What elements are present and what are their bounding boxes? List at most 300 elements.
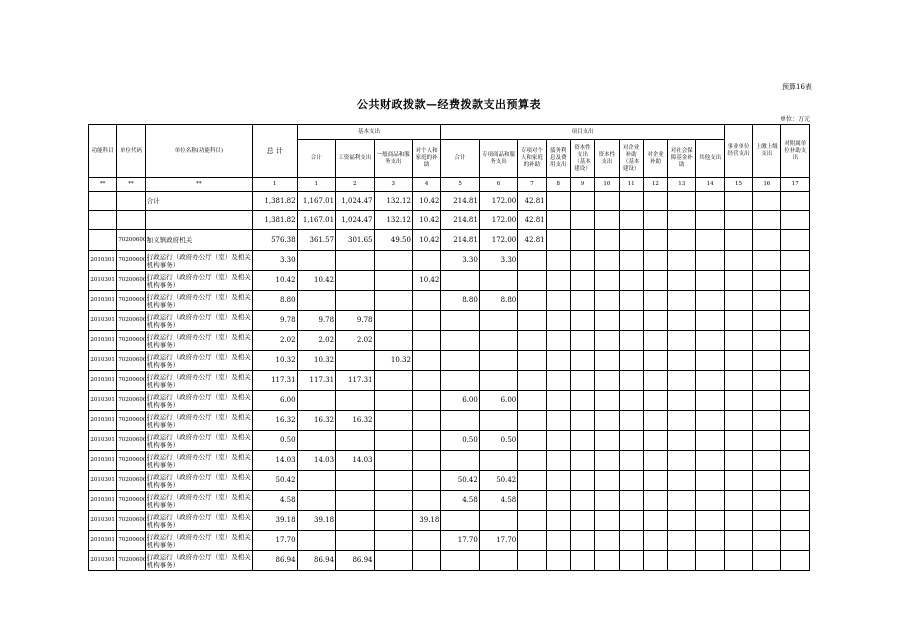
- project-personal-cell: [518, 391, 546, 411]
- empty-cell: [619, 451, 643, 471]
- basic-total-cell: [297, 471, 335, 491]
- empty-cell: [619, 551, 643, 571]
- empty-cell: [570, 311, 594, 331]
- empty-cell: [781, 271, 810, 291]
- project-goods-cell: 17.70: [479, 531, 517, 551]
- header-index-13: 10: [595, 178, 619, 192]
- basic-personal-cell: [412, 351, 440, 371]
- basic-wage-cell: [336, 531, 374, 551]
- empty-cell: [724, 451, 752, 471]
- empty-cell: [724, 211, 752, 230]
- total-cell: 10.32: [253, 351, 298, 371]
- project-personal-cell: [518, 291, 546, 311]
- unit-name-cell: 行政运行（政府办公厅（室）及相关机构事务）: [146, 292, 251, 309]
- basic-wage-cell: [336, 471, 374, 491]
- basic-goods-cell: [374, 251, 412, 271]
- empty-cell: [668, 451, 696, 471]
- empty-cell: [696, 491, 724, 511]
- basic-personal-cell: [412, 371, 440, 391]
- empty-cell: [643, 531, 667, 551]
- unit-code-cell: 702006001: [117, 271, 145, 291]
- project-personal-cell: [518, 471, 546, 491]
- empty-cell: [595, 371, 619, 391]
- empty-cell: [570, 331, 594, 351]
- basic-goods-cell: 49.50: [374, 230, 412, 251]
- empty-cell: [546, 331, 570, 351]
- empty-cell: [724, 551, 752, 571]
- basic-goods-cell: [374, 431, 412, 451]
- empty-cell: [668, 211, 696, 230]
- unit-name-cell: 加义镇政府机关: [145, 230, 252, 251]
- empty-cell: [619, 531, 643, 551]
- basic-total-cell: 16.32: [297, 411, 335, 431]
- header-index-2: **: [145, 178, 252, 192]
- func-code-cell: 2010301: [89, 491, 117, 511]
- basic-goods-cell: [374, 291, 412, 311]
- header-index-14: 11: [619, 178, 643, 192]
- project-total-cell: [441, 451, 479, 471]
- empty-cell: [619, 351, 643, 371]
- unit-code-cell: 702006001: [117, 451, 145, 471]
- func-code-cell: 2010301: [89, 251, 117, 271]
- basic-personal-cell: [412, 431, 440, 451]
- empty-cell: [643, 411, 667, 431]
- basic-total-cell: 10.32: [297, 351, 335, 371]
- unit-name-cell: 行政运行（政府办公厅（室）及相关机构事务）: [146, 472, 251, 489]
- total-cell: 576.38: [253, 230, 298, 251]
- project-total-cell: [441, 311, 479, 331]
- basic-goods-cell: [374, 271, 412, 291]
- empty-cell: [724, 351, 752, 371]
- empty-cell: [696, 251, 724, 271]
- empty-cell: [546, 551, 570, 571]
- empty-cell: [724, 230, 752, 251]
- project-total-cell: [441, 511, 479, 531]
- empty-cell: [643, 230, 667, 251]
- table-row: [89, 451, 810, 471]
- func-code-cell: 2010301: [89, 391, 117, 411]
- empty-cell: [696, 531, 724, 551]
- empty-cell: [753, 411, 781, 431]
- empty-cell: [668, 192, 696, 211]
- total-cell: 0.50: [253, 431, 298, 451]
- project-goods-cell: 0.50: [479, 431, 517, 451]
- empty-cell: [696, 291, 724, 311]
- unit-code-cell: 702006001: [117, 431, 145, 451]
- unit-code-cell: [117, 211, 145, 230]
- empty-cell: [570, 211, 594, 230]
- empty-cell: [546, 431, 570, 451]
- empty-cell: [595, 431, 619, 451]
- empty-cell: [753, 391, 781, 411]
- empty-cell: [781, 291, 810, 311]
- header-project-col-1: 专项商品和服务支出: [479, 140, 517, 178]
- project-goods-cell: [479, 411, 517, 431]
- header-basic: 基本支出: [297, 125, 441, 140]
- basic-goods-cell: [374, 551, 412, 571]
- basic-wage-cell: 16.32: [336, 411, 374, 431]
- basic-goods-cell: 132.12: [374, 211, 412, 230]
- unit-code-cell: 702006001: [117, 531, 145, 551]
- basic-total-cell: 2.02: [297, 331, 335, 351]
- total-cell: 86.94: [253, 551, 298, 571]
- budget-table: [88, 124, 810, 571]
- empty-cell: [668, 551, 696, 571]
- table-row: [89, 411, 810, 431]
- unit-name-cell: 行政运行（政府办公厅（室）及相关机构事务）: [146, 272, 251, 289]
- empty-cell: [570, 471, 594, 491]
- empty-cell: [724, 371, 752, 391]
- project-personal-cell: [518, 491, 546, 511]
- empty-cell: [668, 291, 696, 311]
- func-code-cell: 2010301: [89, 351, 117, 371]
- empty-cell: [781, 531, 810, 551]
- header-total: 总 计: [253, 125, 298, 178]
- empty-cell: [595, 551, 619, 571]
- empty-cell: [781, 351, 810, 371]
- empty-cell: [595, 331, 619, 351]
- empty-cell: [781, 391, 810, 411]
- basic-personal-cell: 10.42: [412, 192, 440, 211]
- project-goods-cell: 172.00: [479, 192, 517, 211]
- project-goods-cell: [479, 551, 517, 571]
- empty-cell: [595, 391, 619, 411]
- basic-total-cell: [297, 491, 335, 511]
- empty-cell: [753, 331, 781, 351]
- empty-cell: [668, 230, 696, 251]
- basic-personal-cell: 39.18: [412, 511, 440, 531]
- header-index-15: 12: [643, 178, 667, 192]
- empty-cell: [619, 211, 643, 230]
- header-index-4: 1: [297, 178, 335, 192]
- basic-personal-cell: [412, 311, 440, 331]
- header-index-11: 8: [546, 178, 570, 192]
- empty-cell: [643, 431, 667, 451]
- empty-cell: [546, 192, 570, 211]
- empty-cell: [595, 311, 619, 331]
- total-cell: 8.80: [253, 291, 298, 311]
- header-index-16: 13: [668, 178, 696, 192]
- header-index-8: 5: [441, 178, 479, 192]
- basic-total-cell: 1,167.01: [297, 211, 335, 230]
- header-project-col-2: 专项对个人和家庭的补助: [518, 140, 546, 178]
- project-total-cell: [441, 331, 479, 351]
- empty-cell: [781, 230, 810, 251]
- basic-goods-cell: 10.32: [374, 351, 412, 371]
- empty-cell: [643, 192, 667, 211]
- header-index-10: 7: [518, 178, 546, 192]
- unit-code-cell: 702006001: [117, 471, 145, 491]
- empty-cell: [643, 251, 667, 271]
- basic-personal-cell: [412, 551, 440, 571]
- basic-goods-cell: [374, 371, 412, 391]
- project-goods-cell: 3.30: [479, 251, 517, 271]
- func-code-cell: 2010301: [89, 311, 117, 331]
- unit-code-cell: 702006001: [117, 331, 145, 351]
- project-personal-cell: 42.81: [518, 192, 546, 211]
- unit-code-cell: 702006001: [117, 351, 145, 371]
- unit-name-cell: 行政运行（政府办公厅（室）及相关机构事务）: [146, 332, 251, 349]
- empty-cell: [570, 291, 594, 311]
- empty-cell: [570, 511, 594, 531]
- unit-code-cell: [117, 192, 145, 211]
- project-personal-cell: [518, 251, 546, 271]
- basic-goods-cell: [374, 311, 412, 331]
- basic-goods-cell: [374, 411, 412, 431]
- project-personal-cell: 42.81: [518, 230, 546, 251]
- project-total-cell: 214.81: [441, 211, 479, 230]
- empty-cell: [570, 371, 594, 391]
- func-code-cell: [89, 192, 117, 211]
- empty-cell: [546, 291, 570, 311]
- empty-cell: [595, 230, 619, 251]
- basic-wage-cell: [336, 511, 374, 531]
- empty-cell: [570, 531, 594, 551]
- basic-personal-cell: 10.42: [412, 230, 440, 251]
- total-cell: 16.32: [253, 411, 298, 431]
- basic-total-cell: 117.31: [297, 371, 335, 391]
- empty-cell: [668, 311, 696, 331]
- project-goods-cell: [479, 271, 517, 291]
- empty-cell: [643, 391, 667, 411]
- project-goods-cell: [479, 331, 517, 351]
- empty-cell: [619, 491, 643, 511]
- func-code-cell: 2010301: [89, 291, 117, 311]
- empty-cell: [643, 491, 667, 511]
- empty-cell: [724, 491, 752, 511]
- empty-cell: [696, 371, 724, 391]
- header-index-7: 4: [412, 178, 440, 192]
- unit-code-cell: 702006001: [117, 551, 145, 571]
- project-goods-cell: 172.00: [479, 211, 517, 230]
- project-goods-cell: 50.42: [479, 471, 517, 491]
- empty-cell: [570, 491, 594, 511]
- basic-personal-cell: [412, 251, 440, 271]
- empty-cell: [546, 531, 570, 551]
- basic-total-cell: 1,167.01: [297, 192, 335, 211]
- project-personal-cell: [518, 371, 546, 391]
- empty-cell: [643, 511, 667, 531]
- basic-personal-cell: [412, 391, 440, 411]
- project-goods-cell: 4.58: [479, 491, 517, 511]
- header-unit-code: 单位代码: [117, 125, 145, 178]
- header-project-col-5: 资本性支出: [595, 140, 619, 178]
- func-code-cell: 2010301: [89, 271, 117, 291]
- basic-total-cell: [297, 251, 335, 271]
- basic-wage-cell: [336, 351, 374, 371]
- empty-cell: [595, 192, 619, 211]
- empty-cell: [724, 271, 752, 291]
- empty-cell: [781, 251, 810, 271]
- project-goods-cell: [479, 371, 517, 391]
- empty-cell: [781, 431, 810, 451]
- unit-code-cell: 702006001: [117, 511, 145, 531]
- header-index-0: **: [89, 178, 117, 192]
- total-cell: 3.30: [253, 251, 298, 271]
- empty-cell: [753, 351, 781, 371]
- empty-cell: [753, 491, 781, 511]
- empty-cell: [570, 271, 594, 291]
- basic-total-cell: 86.94: [297, 551, 335, 571]
- project-personal-cell: [518, 351, 546, 371]
- total-cell: 6.00: [253, 391, 298, 411]
- basic-wage-cell: [336, 391, 374, 411]
- table-row: [89, 331, 810, 351]
- empty-cell: [570, 551, 594, 571]
- basic-goods-cell: [374, 531, 412, 551]
- basic-personal-cell: [412, 451, 440, 471]
- func-code-cell: 2010301: [89, 331, 117, 351]
- total-cell: 50.42: [253, 471, 298, 491]
- empty-cell: [668, 471, 696, 491]
- project-total-cell: 50.42: [441, 471, 479, 491]
- empty-cell: [696, 451, 724, 471]
- empty-cell: [619, 230, 643, 251]
- basic-total-cell: [297, 291, 335, 311]
- basic-goods-cell: [374, 451, 412, 471]
- func-code-cell: 2010301: [89, 411, 117, 431]
- header-index-5: 2: [336, 178, 374, 192]
- empty-cell: [696, 211, 724, 230]
- empty-cell: [753, 551, 781, 571]
- project-personal-cell: [518, 451, 546, 471]
- empty-cell: [753, 192, 781, 211]
- empty-cell: [753, 371, 781, 391]
- unit-name-cell: 行政运行（政府办公厅（室）及相关机构事务）: [146, 312, 251, 329]
- basic-personal-cell: 10.42: [412, 211, 440, 230]
- header-project-col-8: 对社会保障基金补助: [668, 140, 696, 178]
- empty-cell: [643, 351, 667, 371]
- table-row: [89, 192, 810, 211]
- empty-cell: [643, 451, 667, 471]
- basic-wage-cell: [336, 431, 374, 451]
- empty-cell: [643, 211, 667, 230]
- empty-cell: [668, 371, 696, 391]
- header-upper: 上缴上级支出: [753, 125, 781, 178]
- func-code-cell: [89, 211, 117, 230]
- project-personal-cell: 42.81: [518, 211, 546, 230]
- header-project: 项目支出: [441, 125, 724, 140]
- empty-cell: [595, 251, 619, 271]
- func-code-cell: 2010301: [89, 531, 117, 551]
- table-row: [89, 391, 810, 411]
- project-total-cell: 6.00: [441, 391, 479, 411]
- project-total-cell: 214.81: [441, 230, 479, 251]
- empty-cell: [724, 291, 752, 311]
- empty-cell: [546, 211, 570, 230]
- total-cell: 1,381.82: [253, 192, 298, 211]
- unit-name-cell: 行政运行（政府办公厅（室）及相关机构事务）: [146, 392, 251, 409]
- total-cell: 39.18: [253, 511, 298, 531]
- unit-code-cell: 702006001: [117, 291, 145, 311]
- empty-cell: [753, 531, 781, 551]
- basic-total-cell: 14.03: [297, 451, 335, 471]
- project-total-cell: [441, 351, 479, 371]
- header-index-9: 6: [479, 178, 517, 192]
- empty-cell: [696, 471, 724, 491]
- empty-cell: [668, 531, 696, 551]
- header-index-3: 1: [253, 178, 298, 192]
- empty-cell: [668, 271, 696, 291]
- header-index-17: 14: [696, 178, 724, 192]
- header-basic-col-2: 一般商品和服务支出: [374, 140, 412, 178]
- basic-goods-cell: 132.12: [374, 192, 412, 211]
- empty-cell: [619, 511, 643, 531]
- empty-cell: [546, 371, 570, 391]
- empty-cell: [546, 251, 570, 271]
- basic-wage-cell: [336, 491, 374, 511]
- empty-cell: [546, 511, 570, 531]
- empty-cell: [696, 391, 724, 411]
- basic-total-cell: [297, 431, 335, 451]
- project-personal-cell: [518, 431, 546, 451]
- empty-cell: [570, 411, 594, 431]
- empty-cell: [781, 311, 810, 331]
- empty-cell: [781, 411, 810, 431]
- unit-name-cell: 行政运行（政府办公厅（室）及相关机构事务）: [146, 432, 251, 449]
- basic-wage-cell: 14.03: [336, 451, 374, 471]
- empty-cell: [619, 291, 643, 311]
- empty-cell: [619, 251, 643, 271]
- basic-goods-cell: [374, 511, 412, 531]
- header-operating: 事业单位经营支出: [724, 125, 752, 178]
- project-total-cell: [441, 411, 479, 431]
- basic-wage-cell: [336, 291, 374, 311]
- func-code-cell: 2010301: [89, 371, 117, 391]
- empty-cell: [595, 211, 619, 230]
- unit-name-cell: 行政运行（政府办公厅（室）及相关机构事务）: [146, 452, 251, 469]
- basic-goods-cell: [374, 471, 412, 491]
- total-cell: 9.78: [253, 311, 298, 331]
- total-cell: 117.31: [253, 371, 298, 391]
- basic-personal-cell: [412, 291, 440, 311]
- empty-cell: [570, 230, 594, 251]
- unit-name-cell: 行政运行（政府办公厅（室）及相关机构事务）: [146, 352, 251, 369]
- project-personal-cell: [518, 331, 546, 351]
- empty-cell: [753, 251, 781, 271]
- total-cell: 2.02: [253, 331, 298, 351]
- empty-cell: [570, 192, 594, 211]
- unit-name-cell: 行政运行（政府办公厅（室）及相关机构事务）: [146, 412, 251, 429]
- empty-cell: [781, 511, 810, 531]
- project-total-cell: [441, 271, 479, 291]
- basic-wage-cell: 86.94: [336, 551, 374, 571]
- header-index-18: 15: [724, 178, 752, 192]
- project-total-cell: 214.81: [441, 192, 479, 211]
- empty-cell: [546, 351, 570, 371]
- empty-cell: [619, 391, 643, 411]
- func-code-cell: 2010301: [89, 511, 117, 531]
- basic-wage-cell: 301.65: [336, 230, 374, 251]
- project-goods-cell: [479, 351, 517, 371]
- basic-wage-cell: [336, 271, 374, 291]
- func-code-cell: [89, 230, 117, 251]
- empty-cell: [668, 351, 696, 371]
- empty-cell: [619, 431, 643, 451]
- empty-cell: [595, 271, 619, 291]
- empty-cell: [753, 471, 781, 491]
- empty-cell: [724, 251, 752, 271]
- empty-cell: [546, 491, 570, 511]
- basic-wage-cell: 1,024.47: [336, 211, 374, 230]
- empty-cell: [595, 411, 619, 431]
- empty-cell: [619, 331, 643, 351]
- basic-total-cell: 10.42: [297, 271, 335, 291]
- unit-code-cell: 702006001: [117, 411, 145, 431]
- project-personal-cell: [518, 511, 546, 531]
- project-goods-cell: 172.00: [479, 230, 517, 251]
- empty-cell: [570, 431, 594, 451]
